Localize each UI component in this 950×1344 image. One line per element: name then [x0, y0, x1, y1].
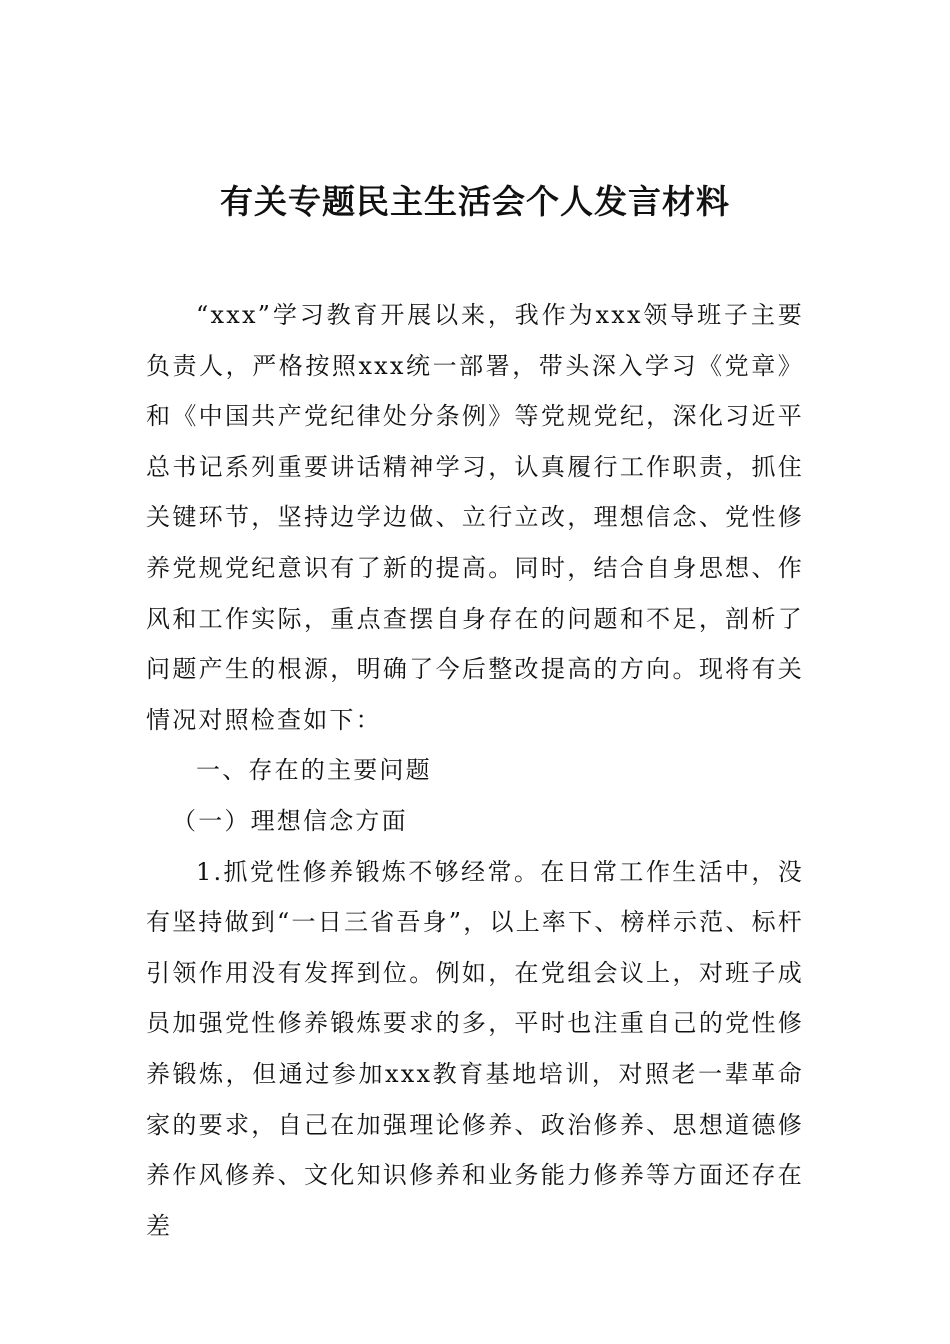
section-heading: 一、存在的主要问题	[196, 756, 432, 785]
intro-paragraph: “xxx”学习教育开展以来，我作为xxx领导班子主要负责人，严格按照xxx统一部署，带头深入学习《党章》和《中国共产党纪律处分条例》等党规党纪，深化习近平总书记系列重要讲话精神学习，认真履行工作职责，抓住关键环节，坚持边学边做、立行立改，理想信念、党性修养党规党纪意识有了新的提高。同时，结合自身思想、作风和工作实际，重点查摆自身存在的问题和不足，剖析了问题产生的根源，明确了今后整改提高的方向。现将有关情况对照检查如下：	[146, 301, 804, 734]
document-title: 有关专题民主生活会个人发言材料	[220, 182, 730, 222]
item-paragraph: 1.抓党性修养锻炼不够经常。在日常工作生活中，没有坚持做到“一日三省吾身”，以上率下、榜样示范、标杆引领作用没有发挥到位。例如，在党组会议上，对班子成员加强党性修养锻炼要求的多，平时也注重自己的党性修养锻炼，但通过参加xxx教育基地培训，对照老一辈革命家的要求，自己在加强理论修养、政治修养、思想道德修养作风修养、文化知识修养和业务能力修养等方面还存在差	[146, 857, 804, 1240]
subsection-heading: （一）理想信念方面	[172, 806, 408, 835]
document-body	[146, 290, 804, 1251]
